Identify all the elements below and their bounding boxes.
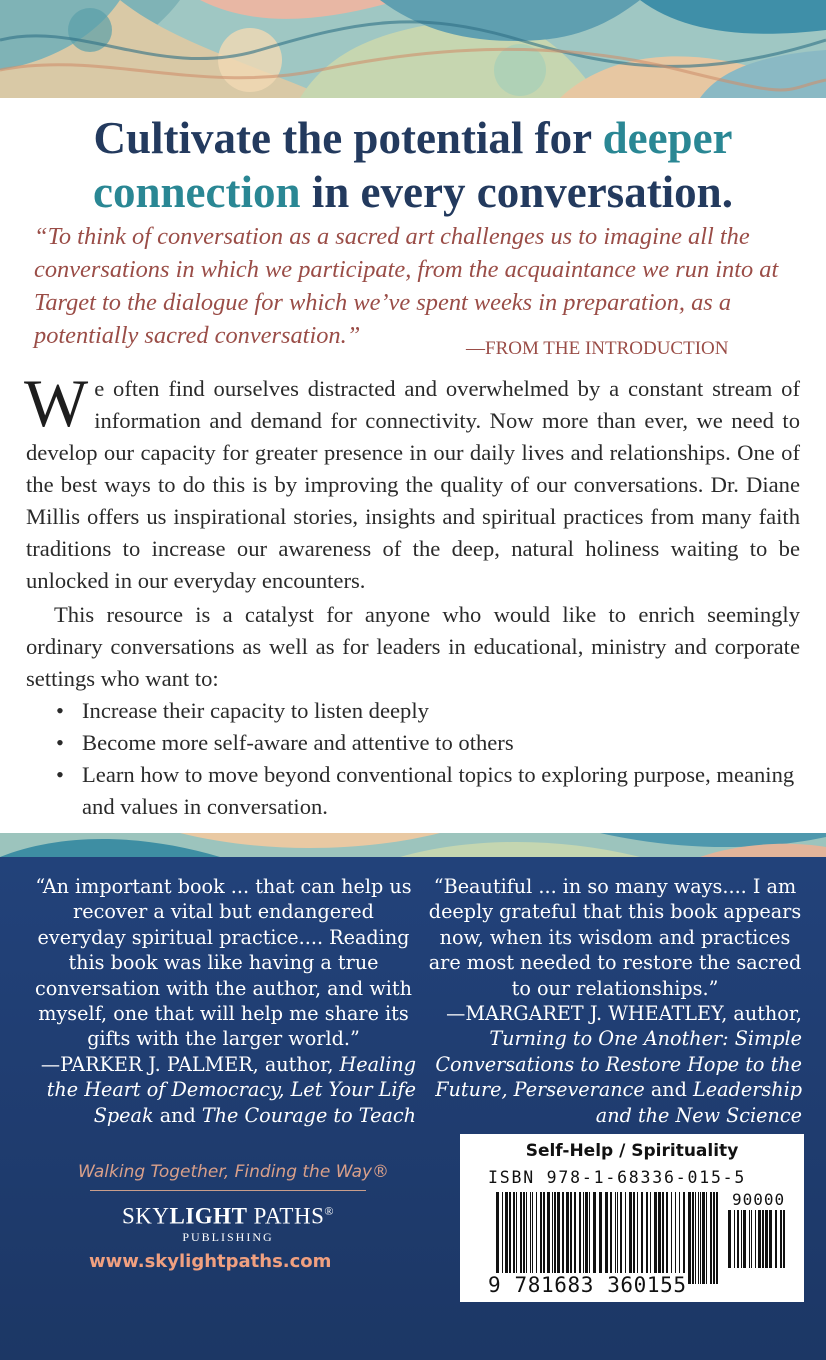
barcode-bar [633,1192,635,1284]
barcode-bar [688,1192,691,1284]
barcode-bar [650,1192,651,1284]
publisher-logo [90,1198,366,1244]
barcode-bar [562,1192,564,1284]
barcode-bar [700,1192,701,1284]
cover-artwork-band [0,833,826,857]
barcode-bar [520,1192,522,1284]
barcode-bar [743,1210,746,1268]
barcode-bar [734,1210,735,1268]
divider [90,1190,366,1191]
barcode-bar [783,1210,785,1268]
barcode-bar [710,1192,712,1284]
barcode-bar [637,1192,638,1284]
barcode-bar [536,1192,537,1284]
barcode-bar [496,1192,499,1284]
barcode-bar [683,1192,685,1284]
barcode-bar [698,1192,699,1284]
barcode-bar [585,1192,588,1284]
logo-text: SKY [121,1203,170,1229]
barcode-bar [737,1210,739,1268]
abstract-painting [0,0,826,98]
barcode-bar [509,1192,511,1284]
endorsement-quote: “Beautiful ... in so many ways.... I am deeply grateful that this book appears now, when its wisdom and practices are most needed to restore the sacred to our relationships.” [428,875,802,1000]
endorser-name: —MARGARET J. WHEATLEY, author, [446,1002,802,1026]
conjunction: and [153,1103,202,1127]
barcode-bar [589,1192,590,1284]
barcode-bar [713,1192,715,1284]
description [24,365,800,823]
barcode-bar [765,1210,768,1268]
barcode-bar [605,1192,608,1284]
barcode-bar [617,1192,618,1284]
headline [0,111,826,219]
publisher-tagline: Walking Together, Finding the Way® [78,1162,390,1182]
barcode-bar [629,1192,632,1284]
isbn-text: ISBN 978-1-68336-015-5 [488,1168,747,1187]
pull-quote: “To think of conversation as a sacred art challenges us to imagine all the conversations in which we participate, from the acquaintance we run into at Target to the dialogue for which we’ve spent weeks in preparation, as a potentially sacred conversation.” [34,223,779,349]
barcode-bar [530,1192,531,1284]
barcode-bar [775,1210,777,1268]
headline-accent: connection [93,167,301,217]
cover-artwork-top [0,0,826,98]
barcode-bar [552,1192,553,1284]
barcode-bar [741,1210,742,1268]
barcode-bar [505,1192,508,1284]
barcode-bar [662,1192,664,1284]
barcode-bar [762,1210,764,1268]
endorsement-quote: “An important book ... that can help us recover a vital but endangered everyday spiritual practice.... Reading this book was like having a true conversation with the author, and with myself, one that will help me share its gifts with the larger world.” [35,875,412,1051]
list-item: • Learn how to move beyond conventional topics to exploring purpose, meaning and values in conversation. [26,759,800,823]
book-title: Leadership and the New Science [595,1078,802,1127]
barcode-bar [570,1192,572,1284]
barcode-bar [658,1192,661,1284]
barcode-label [460,1134,804,1302]
barcode-bar [615,1192,616,1284]
barcode-bar [755,1210,756,1268]
shelving-category: Self-Help / Spirituality [525,1141,739,1161]
barcode-bar [574,1192,576,1284]
barcode-bar [728,1210,731,1268]
barcode-bar [666,1192,668,1284]
barcode-bar [692,1192,694,1284]
barcode-bar [532,1192,533,1284]
barcode-bar [679,1192,680,1284]
barcode-bar [780,1210,782,1268]
endorsement-wheatley [418,874,802,1128]
endorser-name: —PARKER J. PALMER, author, [40,1052,340,1076]
headline-text: Cultivate the potential for [93,113,603,163]
headline-accent: deeper [602,113,733,163]
barcode-bar [526,1192,527,1284]
book-title: Healing the Heart of Democracy, Let Your Life Speak [46,1052,416,1127]
barcode-bar [654,1192,657,1284]
description-paragraph-1 [24,365,800,597]
barcode-bar [675,1192,676,1284]
book-title: The Courage to Teach [201,1103,416,1127]
barcode-bar [516,1192,517,1284]
barcode-addon-bars [728,1210,790,1268]
endorsement-palmer [31,874,416,1128]
barcode-bar [566,1192,569,1284]
barcode-bar [646,1192,648,1284]
barcode-bar [706,1192,707,1284]
list-item: • Become more self-aware and attentive to others [26,727,800,759]
list-item: • Increase their capacity to listen deeply [26,695,800,727]
endorsement-attribution [31,1052,416,1128]
barcode-bar [502,1192,503,1284]
barcode-bar [610,1192,612,1284]
logo-text: LIGHT [169,1203,248,1229]
barcode-bar [641,1192,643,1284]
barcode-ean-bars [496,1192,720,1284]
registered-mark: ® [324,1204,334,1218]
barcode-bar [547,1192,550,1284]
barcode-bar [625,1192,626,1284]
barcode-bar [513,1192,515,1284]
drop-cap: W [24,365,89,441]
logo-text: PATHS [247,1203,325,1229]
benefit-list [26,695,800,823]
pull-quote-attribution: —FROM THE INTRODUCTION [466,338,729,359]
barcode-bar [554,1192,556,1284]
barcode-bar [716,1192,718,1284]
barcode-bar [671,1192,672,1284]
barcode-bar [540,1192,542,1284]
barcode-bar [593,1192,596,1284]
ean-number: 9 781683 360155 [488,1273,687,1297]
barcode-bar [557,1192,560,1284]
abstract-painting [0,833,826,857]
book-title: Turning to One Another: Simple Conversations to Restore Hope to the Future, Perseverance [435,1027,802,1102]
barcode-bar [749,1210,750,1268]
description-paragraph-2: This resource is a catalyst for anyone who would like to enrich seemingly ordinary conversations as well as for leaders in educational, ministry and corporate settings who want to: [26,602,800,691]
barcode-bar [583,1192,584,1284]
barcode-bar [769,1210,772,1268]
publisher-website-link[interactable]: www.skylightpaths.com [89,1251,332,1272]
barcode-bar [620,1192,622,1284]
conjunction: and [644,1078,694,1102]
paragraph-text: e often find ourselves distracted and overwhelmed by a constant stream of information and demand for connectivity. Now more than ever, we need to develop our capacity for greater presence in our daily lives and relationships. One of the best ways to do this is by improving the quality of our conversations. Dr. Diane Millis offers us inspirational stories, insights and spiritual practices from many faith traditions to increase our awareness of the deep, natural holiness waiting to be unlocked in our everyday encounters. [26,376,800,593]
barcode-bar [523,1192,525,1284]
publisher-name [90,1198,366,1230]
barcode-bar [695,1192,696,1284]
headline-line-2 [0,165,826,219]
headline-line-1 [0,111,826,165]
barcode-bar [751,1210,752,1268]
barcode-bar [702,1192,705,1284]
barcode-bar [599,1192,602,1284]
barcode-bar [543,1192,545,1284]
price-code: 90000 [732,1190,786,1209]
publisher-sub: PUBLISHING [182,1229,274,1244]
headline-text: in every conversation. [300,167,733,217]
barcode-bar [758,1210,761,1268]
barcode-bar [579,1192,581,1284]
endorsement-attribution [418,1001,802,1128]
